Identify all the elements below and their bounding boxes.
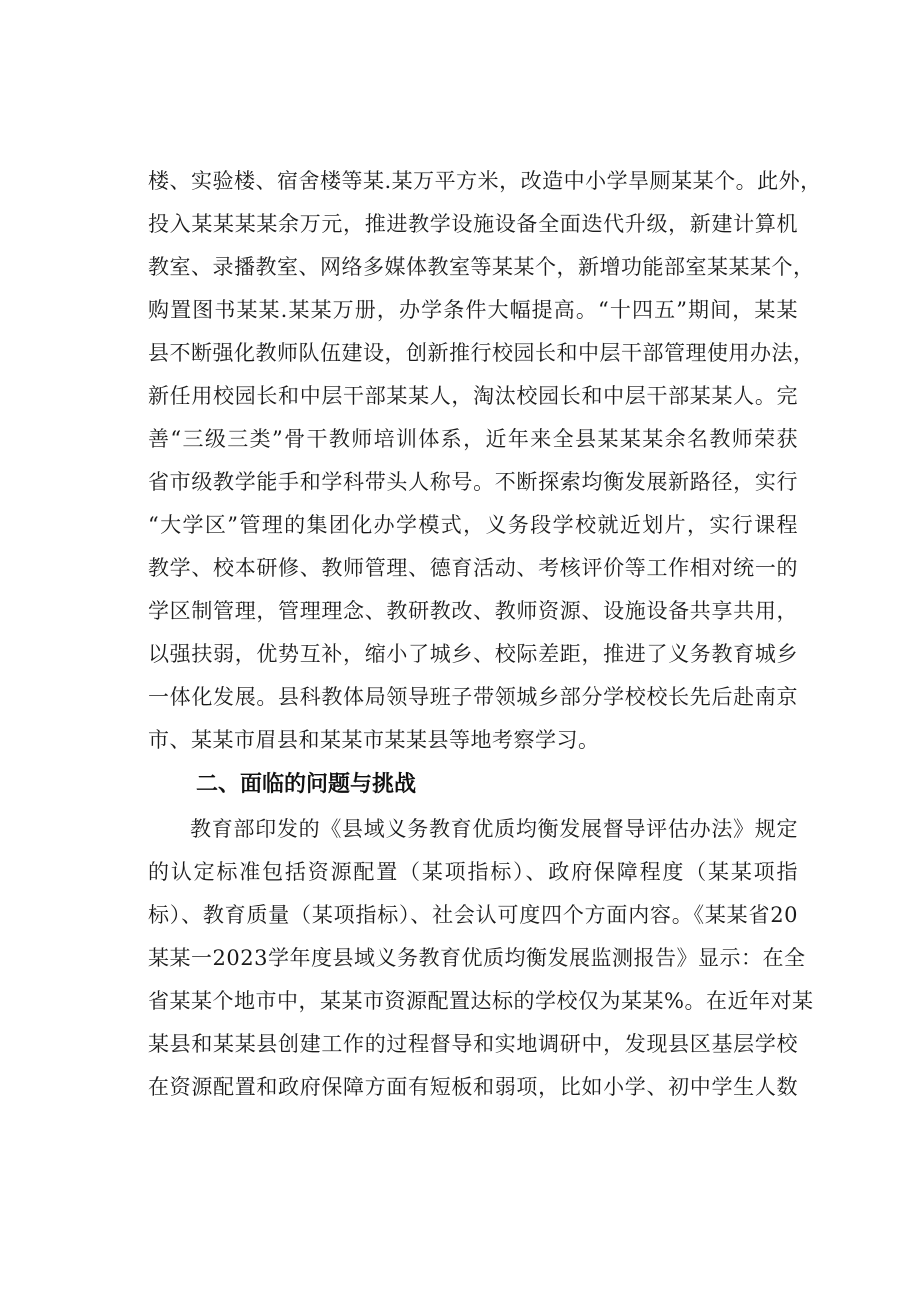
paragraph-line: 省某某个地市中，某某市资源配置达标的学校仅为某某%。在近年对某	[148, 989, 814, 1013]
paragraph-line: 在资源配置和政府保障方面有短板和弱项，比如小学、初中学生人数	[148, 1075, 798, 1099]
paragraph-line: 一体化发展。县科教体局领导班子带领城乡部分学校校长先后赴南京	[148, 685, 798, 709]
paragraph-line: “大学区”管理的集团化办学模式，义务段学校就近划片，实行课程	[148, 513, 798, 537]
paragraph-line: 以强扶弱，优势互补，缩小了城乡、校际差距，推进了义务教育城乡	[148, 642, 798, 666]
paragraph-line: 教育部印发的《县域义务教育优质均衡发展督导评估办法》规定	[190, 817, 798, 841]
paragraph-line: 学区制管理，管理理念、教研教改、教师资源、设施设备共享共用，	[148, 599, 798, 623]
paragraph-line: 某某一2023学年度县域义务教育优质均衡发展监测报告》显示：在全	[148, 946, 806, 970]
section-heading: 二、面临的问题与挑战	[196, 772, 417, 797]
paragraph-line: 教室、录播教室、网络多媒体教室等某某个，新增功能部室某某某个，	[148, 255, 815, 279]
paragraph-line: 市、某某市眉县和某某市某某县等地考察学习。	[148, 728, 600, 752]
paragraph-line: 新任用校园长和中层干部某某人，淘汰校园长和中层干部某某人。完	[148, 384, 798, 408]
document-body	[148, 160, 822, 1109]
paragraph-line: 县不断强化教师队伍建设，创新推行校园长和中层干部管理使用办法，	[148, 341, 815, 365]
paragraph-line: 某县和某某县创建工作的过程督导和实地调研中，发现县区基层学校	[148, 1032, 798, 1056]
paragraph-line: 省市级教学能手和学科带头人称号。不断探索均衡发展新路径，实行	[148, 470, 798, 494]
paragraph-line: 的认定标准包括资源配置（某项指标）、政府保障程度（某某项指	[148, 860, 798, 884]
paragraph-line: 投入某某某某余万元，推进教学设施设备全面迭代升级，新建计算机	[148, 212, 798, 236]
paragraph-line: 教学、校本研修、教师管理、德育活动、考核评价等工作相对统一的	[148, 556, 798, 580]
paragraph-2	[148, 808, 814, 1109]
paragraph-1	[148, 160, 822, 762]
paragraph-line: 标）、教育质量（某项指标）、社会认可度四个方面内容。《某某省20	[148, 903, 798, 927]
paragraph-line: 善“三级三类”骨干教师培训体系，近年来全县某某某余名教师荣获	[148, 427, 798, 451]
paragraph-line: 楼、实验楼、宿舍楼等某.某万平方米，改造中小学旱厕某某个。此外，	[148, 169, 822, 193]
paragraph-line: 购置图书某某.某某万册，办学条件大幅提高。“十四五”期间，某某	[148, 298, 798, 322]
